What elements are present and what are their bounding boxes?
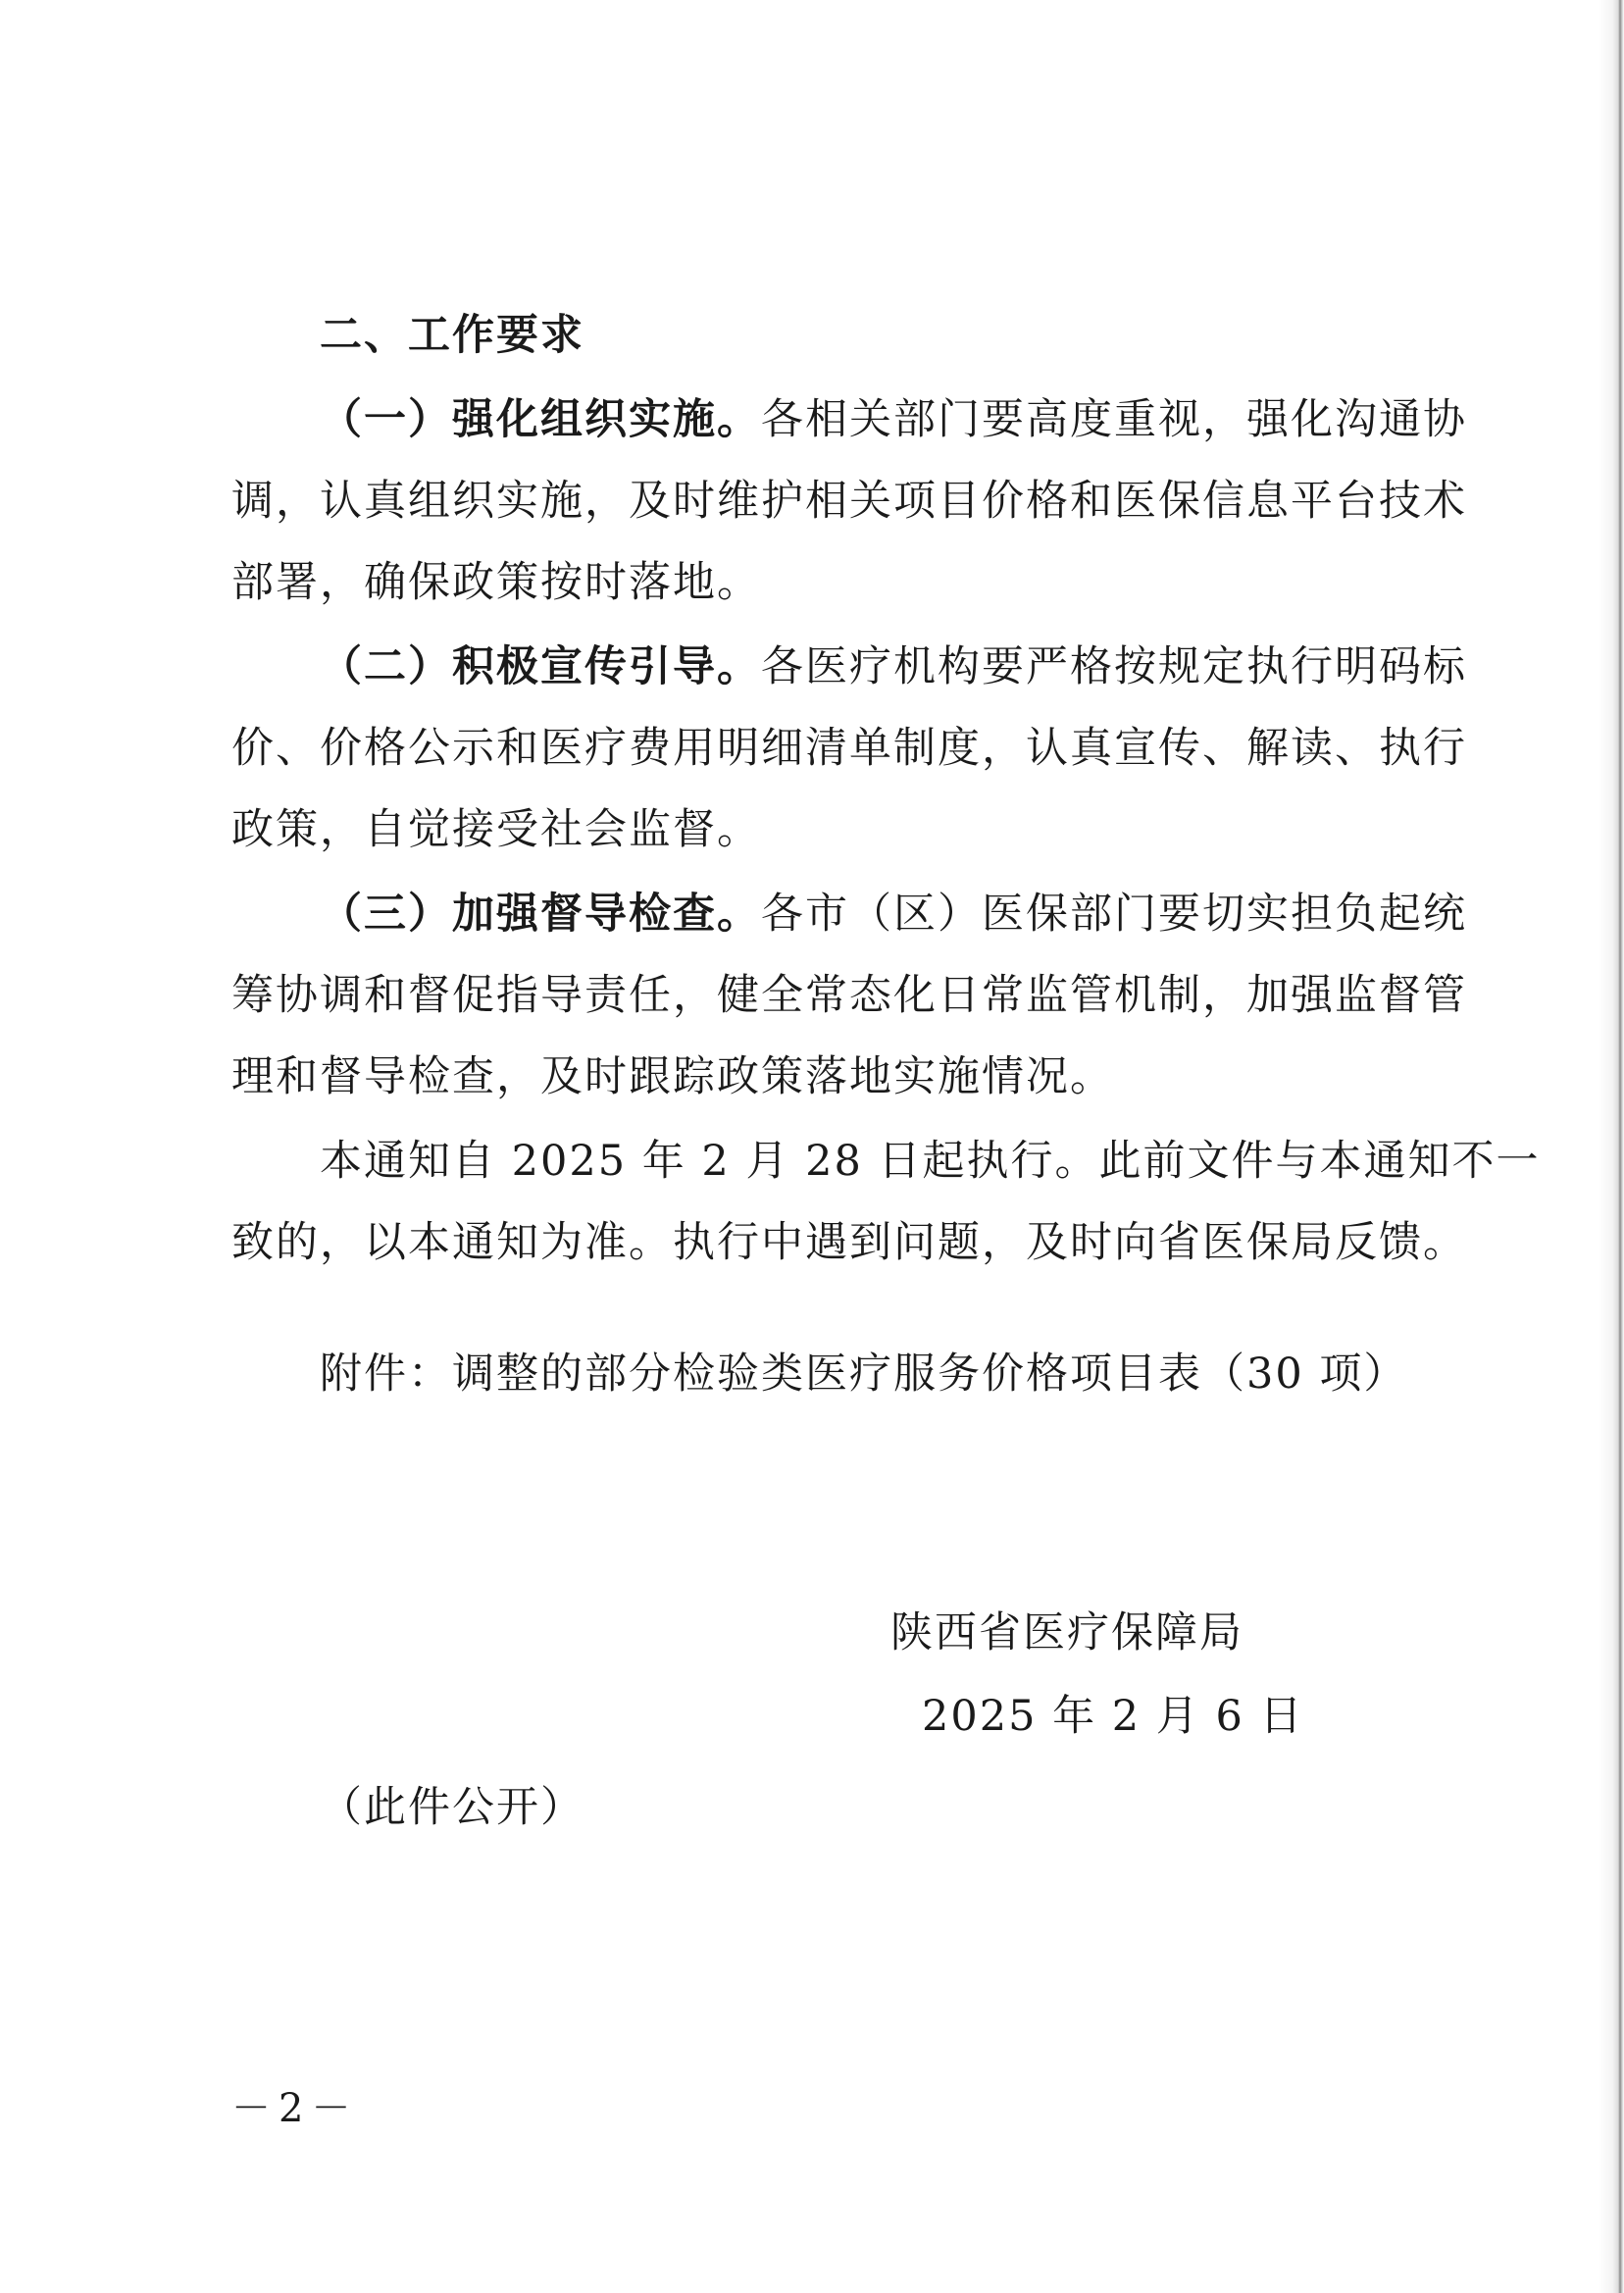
issue-date: 2025 年 2 月 6 日 bbox=[922, 1692, 1304, 1741]
item3-line2: 筹协调和督促指导责任，健全常态化日常监管机制，加强监督管 bbox=[231, 971, 1467, 1020]
page-number: －2－ bbox=[231, 2086, 359, 2131]
item1-line1 bbox=[320, 395, 1467, 444]
item3-line1 bbox=[320, 890, 1467, 939]
item2-line3: 政策，自觉接受社会监督。 bbox=[231, 805, 761, 854]
item1-line1-text: 各相关部门要高度重视，强化沟通协 bbox=[761, 395, 1467, 444]
scan-edge-shadow bbox=[1599, 0, 1624, 2293]
item3-title: （三）加强督导检查。 bbox=[320, 890, 761, 939]
section-heading: 二、工作要求 bbox=[320, 311, 584, 360]
item3-line1-text: 各市（区）医保部门要切实担负起统 bbox=[761, 890, 1467, 939]
item3-line3: 理和督导检查，及时跟踪政策落地实施情况。 bbox=[231, 1052, 1114, 1101]
disclosure-note: （此件公开） bbox=[320, 1783, 584, 1832]
effective-line1: 本通知自 2025 年 2 月 28 日起执行。此前文件与本通知不一 bbox=[320, 1137, 1541, 1186]
issuer-name: 陕西省医疗保障局 bbox=[890, 1608, 1243, 1657]
attachment-line: 附件：调整的部分检验类医疗服务价格项目表（30 项） bbox=[320, 1350, 1408, 1399]
item1-line2: 调，认真组织实施，及时维护相关项目价格和医保信息平台技术 bbox=[231, 477, 1467, 526]
item2-line1-text: 各医疗机构要严格按规定执行明码标 bbox=[761, 642, 1467, 691]
item2-line1 bbox=[320, 642, 1467, 691]
item1-line3: 部署，确保政策按时落地。 bbox=[231, 558, 761, 607]
effective-line2: 致的，以本通知为准。执行中遇到问题，及时向省医保局反馈。 bbox=[231, 1218, 1467, 1267]
item2-title: （二）积极宣传引导。 bbox=[320, 642, 761, 691]
item2-line2: 价、价格公示和医疗费用明细清单制度，认真宣传、解读、执行 bbox=[231, 724, 1467, 773]
item1-title: （一）强化组织实施。 bbox=[320, 395, 761, 444]
